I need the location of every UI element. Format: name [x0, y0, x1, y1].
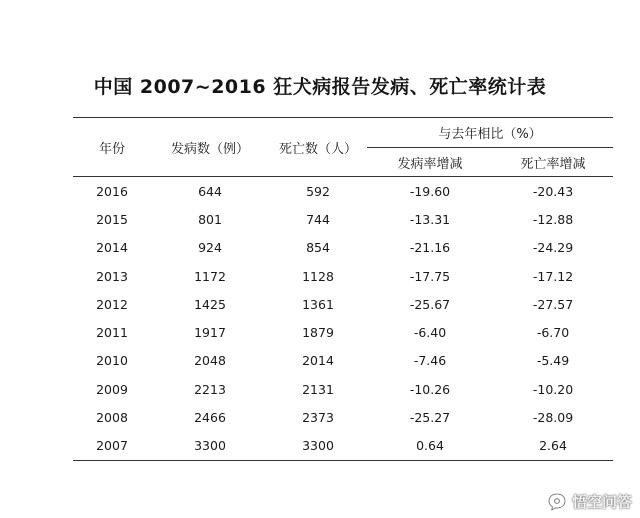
- header-cases: 发病数（例）: [151, 118, 269, 177]
- header-deaths: 死亡数（人）: [269, 118, 367, 177]
- cell-deaths: 744: [306, 211, 330, 227]
- rabies-stats-table: [73, 117, 613, 461]
- cell-year: 2010: [96, 353, 128, 369]
- cell-incidence-change: -10.26: [409, 381, 451, 397]
- table-row: [73, 347, 613, 375]
- header-year: 年份: [73, 118, 151, 177]
- table-title: 中国 2007~2016 狂犬病报告发病、死亡率统计表: [93, 76, 547, 98]
- cell-cases: 1425: [194, 296, 226, 312]
- cell-incidence-change: -17.75: [409, 268, 451, 284]
- table-row: [73, 205, 613, 233]
- cell-incidence-change: 0.64: [367, 432, 493, 461]
- cell-cases: 801: [198, 211, 222, 227]
- cell-mortality-change: -10.20: [532, 381, 574, 397]
- cell-cases: 1917: [194, 325, 226, 341]
- cell-deaths: 592: [306, 183, 330, 199]
- watermark-text: 悟空问答: [571, 493, 632, 511]
- cell-cases: 1172: [194, 268, 226, 284]
- cell-incidence-change: -19.60: [409, 183, 451, 199]
- cell-cases: 644: [198, 183, 222, 199]
- cell-year: 2013: [96, 268, 128, 284]
- cell-deaths: 2373: [302, 410, 334, 426]
- cell-year: 2016: [96, 183, 128, 199]
- cell-incidence-change: -25.67: [409, 296, 451, 312]
- cell-year: 2007: [73, 432, 151, 461]
- cell-year: 2012: [96, 296, 128, 312]
- cell-deaths: 854: [306, 240, 330, 256]
- cell-mortality-change: -28.09: [532, 410, 574, 426]
- cell-incidence-change: -13.31: [409, 211, 451, 227]
- cell-mortality-change: -27.57: [532, 296, 574, 312]
- cell-year: 2009: [96, 381, 128, 397]
- table-row: [73, 262, 613, 290]
- cell-cases: 3300: [151, 432, 269, 461]
- table-row: [73, 432, 613, 461]
- table-row: [73, 290, 613, 318]
- header-mortality-change: 死亡率增减: [493, 148, 613, 177]
- header-compare-group: 与去年相比（%）: [367, 118, 613, 148]
- cell-deaths: 1361: [302, 296, 334, 312]
- table-body: [73, 177, 613, 461]
- table-row: [73, 234, 613, 262]
- cell-incidence-change: -7.46: [413, 353, 447, 369]
- cell-cases: 924: [198, 240, 222, 256]
- cell-mortality-change: -5.49: [536, 353, 570, 369]
- table-row: [73, 375, 613, 403]
- cell-cases: 2466: [194, 410, 226, 426]
- cell-mortality-change: -6.70: [536, 325, 570, 341]
- cell-cases: 2048: [194, 353, 226, 369]
- cell-incidence-change: -21.16: [409, 240, 451, 256]
- cell-year: 2008: [96, 410, 128, 426]
- cell-mortality-change: -20.43: [532, 183, 574, 199]
- cell-mortality-change: -24.29: [532, 240, 574, 256]
- cell-deaths: 2131: [302, 381, 334, 397]
- table-row: [73, 177, 613, 206]
- cell-cases: 2213: [194, 381, 226, 397]
- watermark: [547, 491, 632, 512]
- table-row: [73, 403, 613, 431]
- table-row: [73, 318, 613, 346]
- chat-bubble-icon: [547, 492, 567, 512]
- cell-mortality-change: -17.12: [532, 268, 574, 284]
- cell-mortality-change: -12.88: [532, 211, 574, 227]
- cell-deaths: 1128: [302, 268, 334, 284]
- cell-year: 2015: [96, 211, 128, 227]
- cell-year: 2014: [96, 240, 128, 256]
- cell-deaths: 2014: [302, 353, 334, 369]
- cell-mortality-change: 2.64: [493, 432, 613, 461]
- cell-year: 2011: [96, 325, 128, 341]
- header-incidence-change: 发病率增减: [367, 148, 493, 177]
- cell-deaths: 3300: [269, 432, 367, 461]
- cell-incidence-change: -25.27: [409, 410, 451, 426]
- cell-incidence-change: -6.40: [413, 325, 447, 341]
- cell-deaths: 1879: [302, 325, 334, 341]
